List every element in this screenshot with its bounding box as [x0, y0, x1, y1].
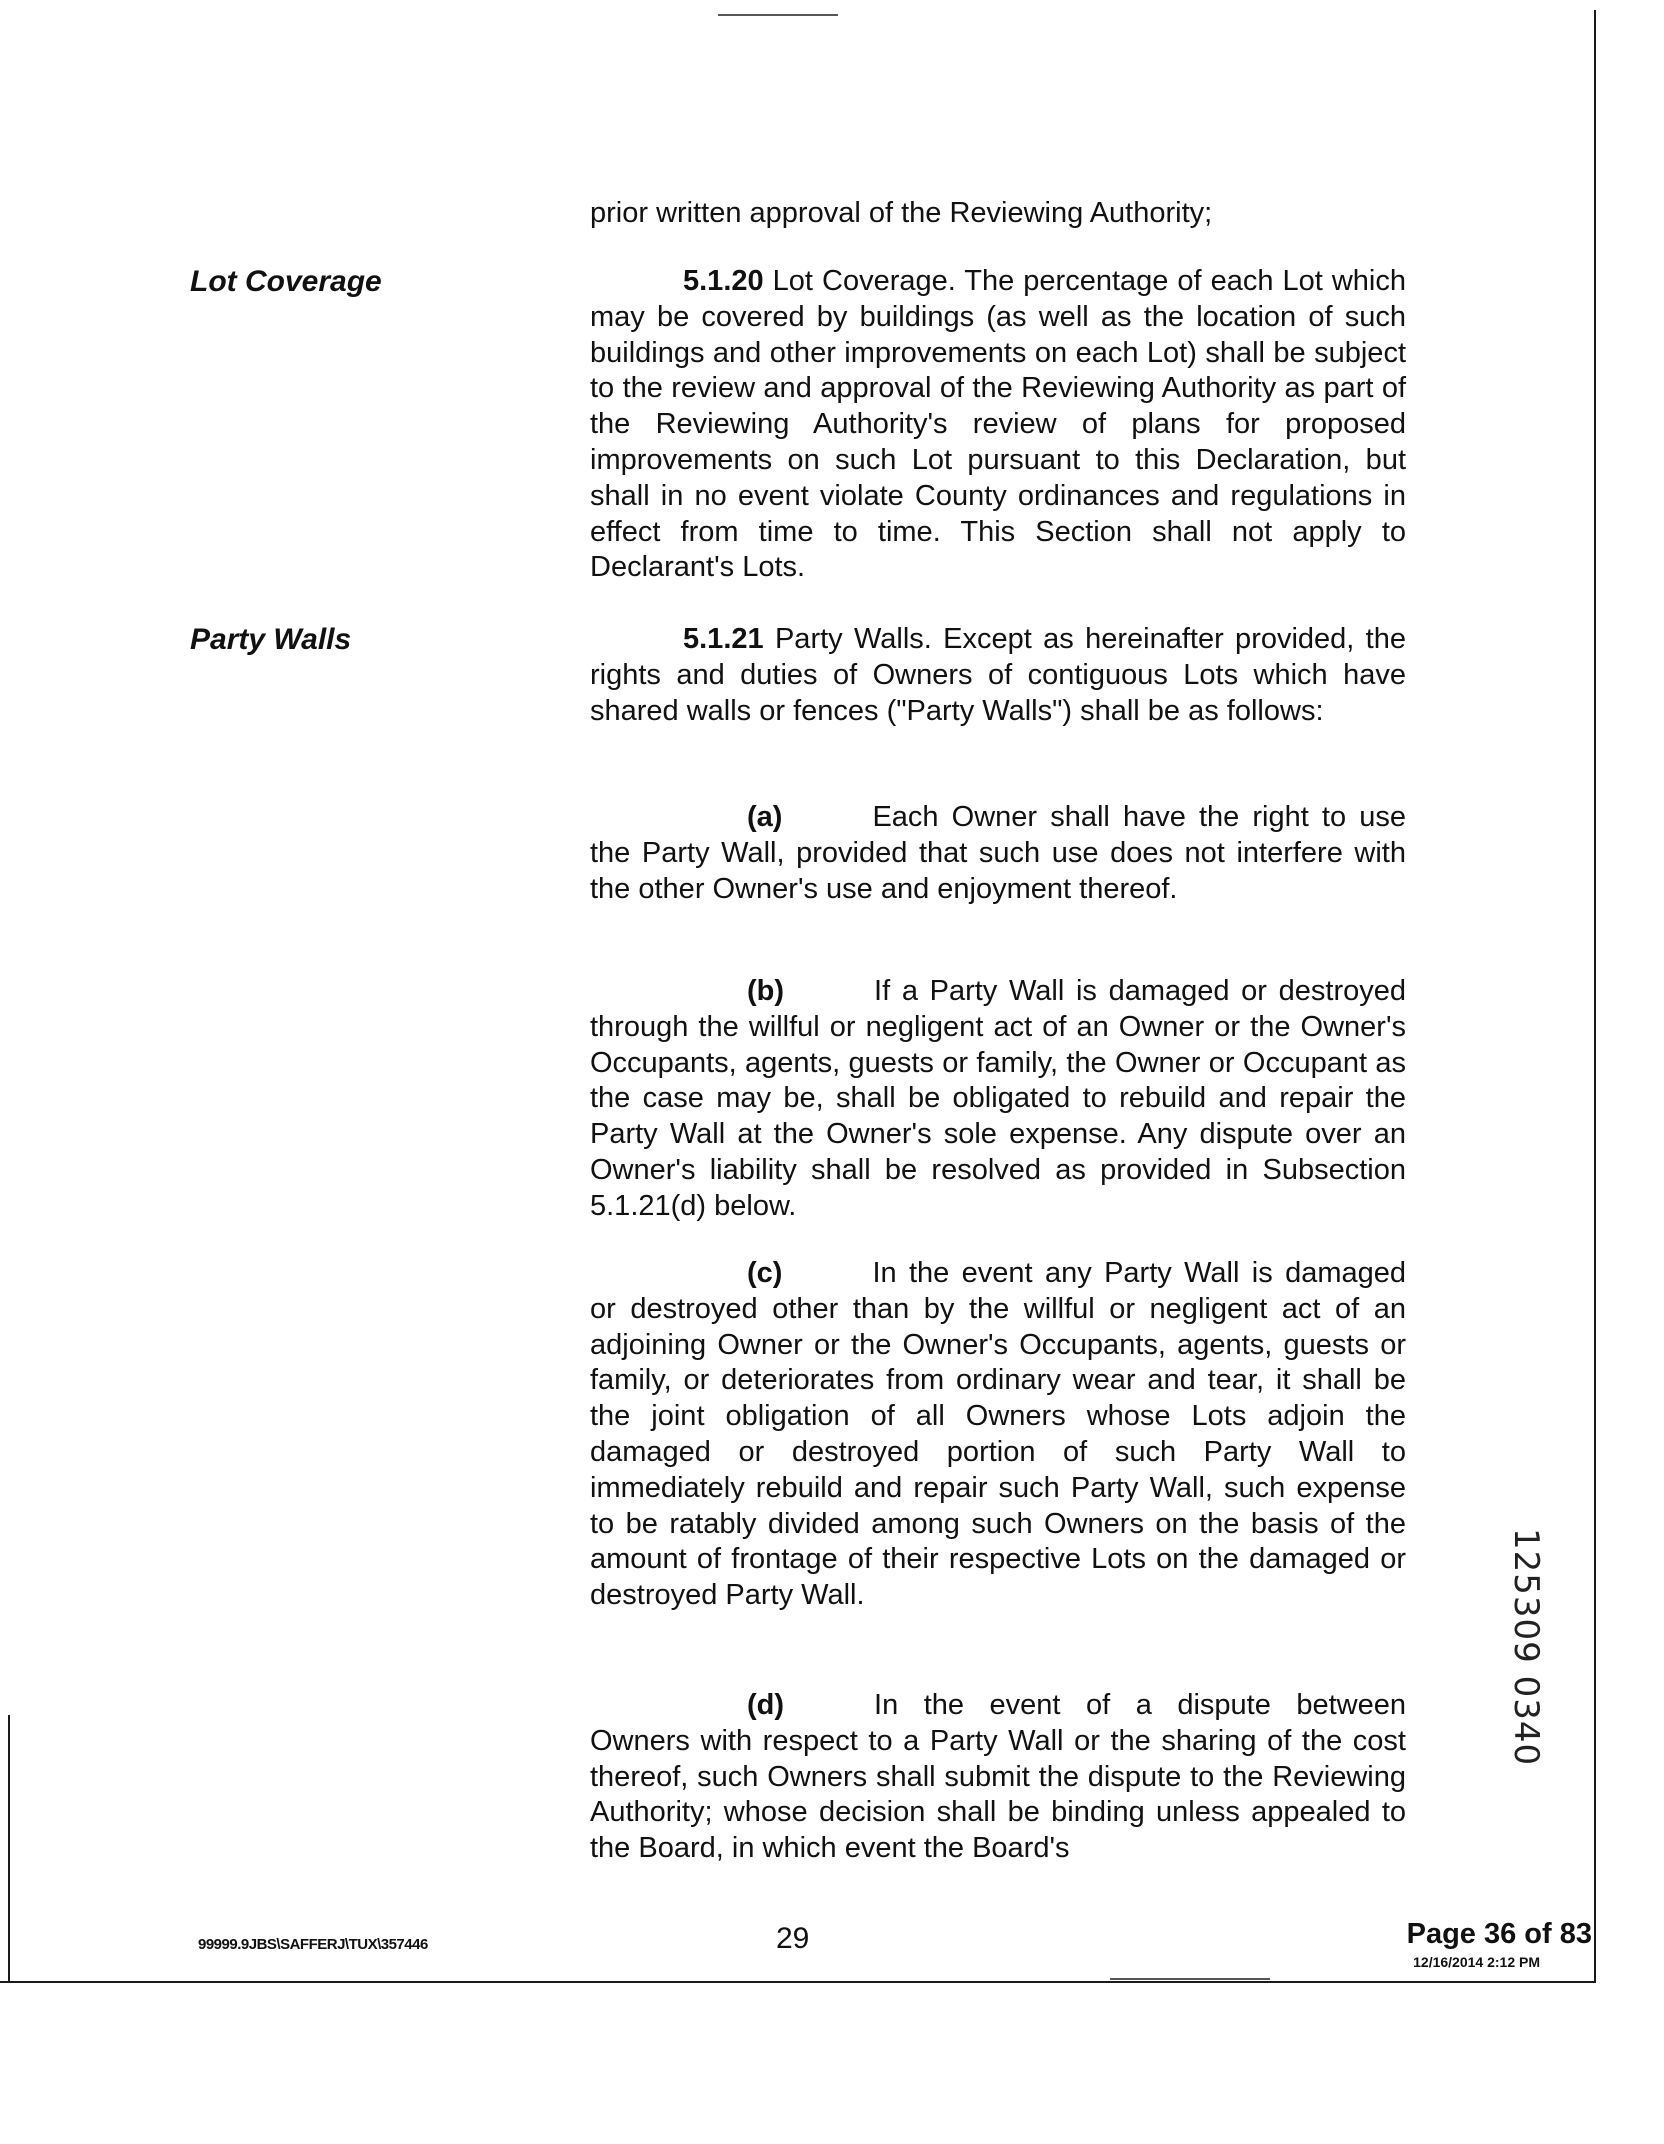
subsection-c [590, 1256, 1406, 1614]
subsection-d [590, 1688, 1406, 1867]
document-reference: 99999.9JBS\SAFFERJ\TUX\357446 [198, 1936, 428, 1953]
section-5-1-20 [590, 264, 1406, 586]
subsection-text: Each Owner shall have the right to use the Party Wall, provided that such use does not interfere with the other Owner's use and enjoyment thereof. [590, 801, 1406, 905]
section-text: Lot Coverage. The percentage of each Lot which may be covered by buildings (as well as the location of such buildings and other improvements on each Lot) shall be subject to the review and approval of the Reviewing Authority as part of the Reviewing Authority's review of plans for proposed improvements on such Lot pursuant to this Declaration, but shall in no event violate County ordinances and regulations in effect from time to time. This Section shall not apply to Declarant's Lots. [590, 265, 1406, 584]
margin-heading-lot-coverage: Lot Coverage [190, 265, 382, 298]
subsection-label: (d) [747, 1689, 785, 1721]
page-border-bottom [0, 1981, 1596, 1983]
subsection-a [590, 800, 1406, 907]
page-border-left [8, 1715, 10, 1981]
subsection-text: In the event any Party Wall is damaged or destroyed other than by the willful or negligent act of an adjoining Owner or the Owner's Occupants, agents, guests or family, or deteriorates from ordinary wear and tear, it shall be the joint obligation of all Owners whose Lots adjoin the damaged or destroyed portion of such Party Wall to immediately rebuild and repair such Party Wall, such expense to be ratably divided among such Owners on the basis of the amount of frontage of their respective Lots on the damaged or destroyed Party Wall. [590, 1257, 1406, 1612]
subsection-b [590, 974, 1406, 1225]
recording-stamp: 125309 0340 [1506, 1528, 1546, 1767]
print-timestamp: 12/16/2014 2:12 PM [1413, 1954, 1540, 1970]
subsection-text: In the event of a dispute between Owners with respect to a Party Wall or the sharing of the cost thereof, such Owners shall submit the dispute to the Reviewing Authority; whose decision shall be binding unless appealed to the Board, in which event the Board's [590, 1689, 1406, 1865]
subsection-label: (a) [747, 801, 783, 833]
subsection-text: If a Party Wall is damaged or destroyed through the willful or negligent act of an Owner or the Owner's Occupants, agents, guests or family, the Owner or Occupant as the case may be, shall be obligated to rebuild and repair the Party Wall at the Owner's sole expense. Any dispute over an Owner's liability shall be resolved as provided in Subsection 5.1.21(d) below. [590, 975, 1406, 1222]
opening-line: prior written approval of the Reviewing Authority; [590, 197, 1213, 229]
section-number: 5.1.20 [683, 265, 764, 297]
section-number: 5.1.21 [683, 623, 764, 655]
section-text: Party Walls. Except as hereinafter provided, the rights and duties of Owners of contiguous Lots which have shared walls or fences ("Party Walls") shall be as follows: [590, 623, 1406, 727]
page-number: 29 [776, 1922, 810, 1955]
page-of-total: Page 36 of 83 [1406, 1918, 1592, 1950]
scan-artifact [1110, 1978, 1270, 1980]
scan-artifact [718, 14, 838, 16]
margin-heading-party-walls: Party Walls [190, 623, 352, 656]
subsection-label: (b) [747, 975, 785, 1007]
page-border-right [1594, 10, 1596, 1983]
subsection-label: (c) [747, 1257, 783, 1289]
section-5-1-21 [590, 622, 1406, 729]
